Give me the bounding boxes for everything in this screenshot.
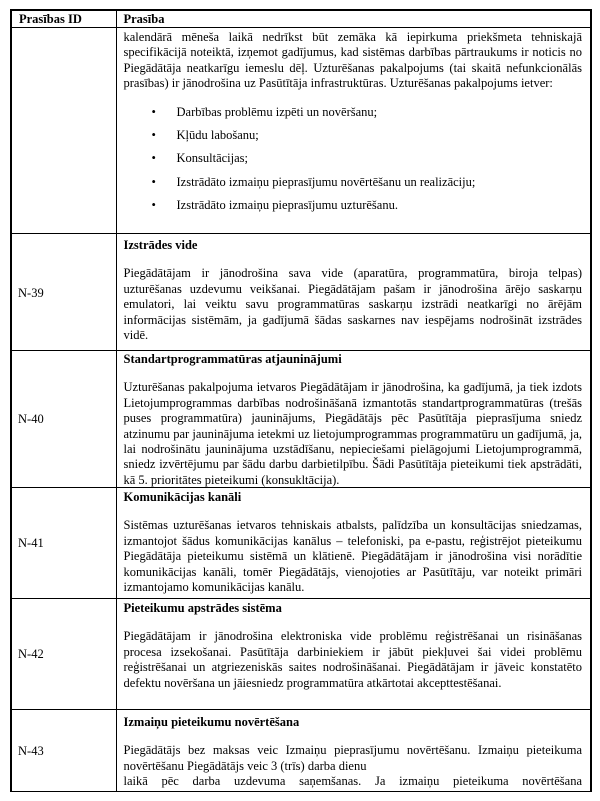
requirement-id-cell <box>11 234 116 351</box>
requirement-paragraph: Piegādātājam ir jānodrošina elektroniska vide problēmu reģistrēšanai un risināšanas procesa izsekošanai. Pasūtītāja darbiniekiem ir jābūt piekļuvei šai videi problēmu reģistrēšanai un atgriezeniskās saites nodrošināšanai. Piegādātājam ir jāveic konstatēto defektu novēršana un jāiesniedz programmatūra atkārtotai akcepttestēšanai. <box>123 629 582 690</box>
requirement-id-cell <box>11 28 116 234</box>
service-items-list <box>124 105 583 214</box>
header-label: Prasības ID <box>19 12 82 26</box>
requirement-title: Izmaiņu pieteikumu novērtēšana <box>123 715 300 729</box>
requirement-paragraph: laikā pēc darba uzdevuma saņemšanas. Ja izmaiņu pieteikuma novērtēšana <box>123 774 582 789</box>
bullet-icon: • <box>151 104 156 119</box>
list-item <box>124 198 583 213</box>
requirement-paragraph: Uzturēšanas pakalpojuma ietvaros Piegādātājam ir jānodrošina, ka gadījumā, ja tiek izdots Lietojumprogrammas darbības nodrošināšanā izmantotās standartprogrammatūras (trešās puses programmatūra) jauninājums, Piegādātājs pēc Pasūtītāja pieprasījuma sniedz atzinumu par jauninājuma ietekmi uz lietojumprogrammas programmatūru un gadījumā, ja, lai nodrošinātu jauninājuma uzstādīšanu, nepieciešami pielāgojumi Lietojumprogrammā, sniedz izvērtējumu par šādu darbu darbietilpību. Šādi Pasūtītāja pieteikumi tiek apstrādāti, kā 5. prioritātes pieteikumi (konsukltācija). <box>123 380 582 487</box>
bullet-icon: • <box>151 128 156 143</box>
table-row <box>11 599 591 710</box>
bullet-icon: • <box>151 198 156 213</box>
requirement-paragraph: Piegādātājam ir jānodrošina sava vide (aparatūra, programmatūra, biroja telpas) uzturēšanas uzdevumu veikšanai. Piegādātājam pašam ir jānodrošina ārējo saskarņu emulatori, lai veiktu savu programmatūras saskarņu izstrādi neatkarīgi no ārējām informācijas sistēmām, ja gadījumā šādas saskarnes nav iespējams nodrošināt izstrādes vidē. <box>123 266 582 343</box>
requirement-text-cell <box>116 599 591 710</box>
table-row <box>11 28 591 234</box>
list-item <box>124 151 583 166</box>
table-row <box>11 710 591 792</box>
requirement-id-cell <box>11 710 116 792</box>
list-item <box>124 175 583 190</box>
requirements-table <box>10 9 592 792</box>
list-item <box>124 105 583 120</box>
table-row <box>11 234 591 351</box>
requirement-id-cell <box>11 351 116 488</box>
requirement-text-cell <box>116 28 591 234</box>
table-row <box>11 488 591 599</box>
list-item-text: Izstrādāto izmaiņu pieprasījumu novērtēšanu un realizāciju; <box>176 174 476 189</box>
requirement-id-cell <box>11 599 116 710</box>
column-header-requirement <box>116 10 591 28</box>
list-item <box>124 128 583 143</box>
requirement-text-cell <box>116 234 591 351</box>
list-item-text: Kļūdu labošanu; <box>176 128 259 143</box>
table-header-row <box>11 10 591 28</box>
requirement-id: N-39 <box>18 286 44 301</box>
bullet-icon: • <box>151 174 156 189</box>
requirement-id: N-40 <box>18 411 44 426</box>
requirement-paragraph: Piegādātājs bez maksas veic Izmaiņu pieprasījumu novērtēšanu. Izmaiņu pieteikuma novērtēšanu Piegādātājs veic 3 (trīs) darba dienu <box>123 743 582 773</box>
requirement-text-cell <box>116 488 591 599</box>
list-item-text: Darbības problēmu izpēti un novēršanu; <box>176 104 378 119</box>
requirement-id: N-41 <box>18 536 44 551</box>
requirement-title: Pieteikumu apstrādes sistēma <box>123 601 282 615</box>
requirement-paragraph: kalendārā mēneša laikā nedrīkst būt zemāka kā iepirkuma priekšmeta tehniskajā specifikācijā noteiktā, izņemot gadījumus, kad sistēmas darbības pārtraukums ir noticis no Piegādātāja neatkarīgu iemeslu dēļ. Uzturēšanas pakalpojums (tai skaitā nefunkcionālās prasības) ir jānodrošina uz Pasūtītāja infrastruktūras. Uzturēšanas pakalpojums ietver: <box>123 30 582 91</box>
requirement-title: Izstrādes vide <box>123 238 198 252</box>
requirement-title: Komunikācijas kanāli <box>123 490 242 504</box>
requirement-id-cell <box>11 488 116 599</box>
bullet-icon: • <box>151 151 156 166</box>
header-label: Prasība <box>123 12 165 26</box>
requirement-id: N-42 <box>18 647 44 662</box>
list-item-text: Izstrādāto izmaiņu pieprasījumu uzturēšanu. <box>176 198 398 213</box>
column-header-requirement-id <box>11 10 116 28</box>
list-item-text: Konsultācijas; <box>176 151 249 166</box>
requirement-text-cell <box>116 710 591 792</box>
requirement-id: N-43 <box>18 744 44 758</box>
requirement-title: Standartprogrammatūras atjauninājumi <box>123 352 342 366</box>
requirement-text-cell <box>116 351 591 488</box>
requirement-paragraph: Sistēmas uzturēšanas ietvaros tehniskais atbalsts, palīdzība un konsultācijas sniedzamas, izmantojot šādus komunikācijas kanālus – telefoniski, pa e-pastu, reģistrējot pieteikumu Piegādātāja pieteikumu sistēmā un klātienē. Piegādātājam ir jānodrošina visi norādītie komunikācijas kanāli, tomēr Piegādātājs, vienojoties ar Pasūtītāju, var noteikt primāri izmantojamo komunikācijas kanālu. <box>123 518 582 595</box>
table-row <box>11 351 591 488</box>
